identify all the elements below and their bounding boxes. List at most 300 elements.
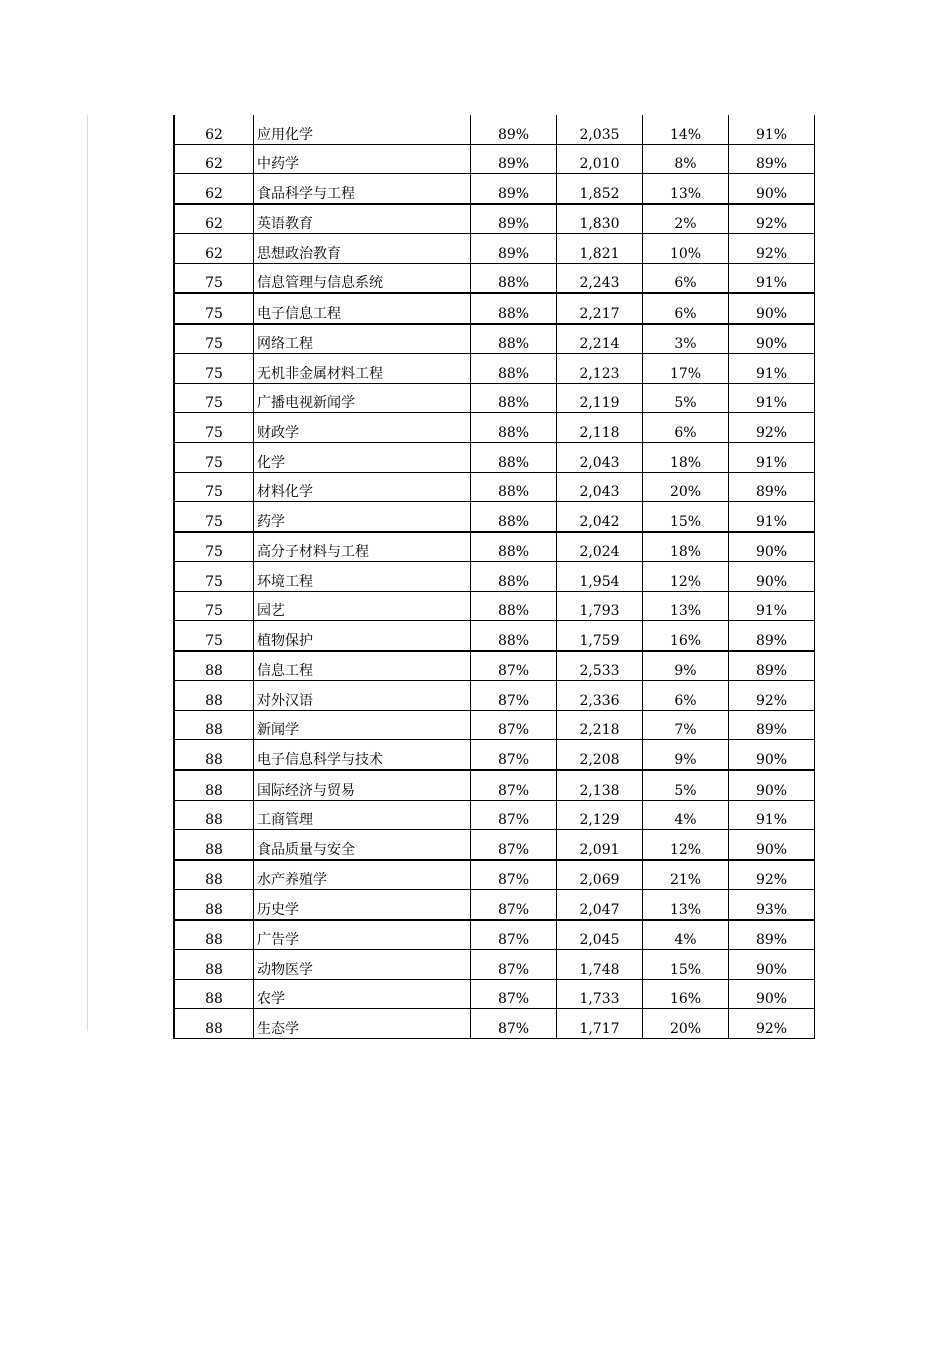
c3-value: 13% <box>669 185 702 202</box>
major-value: 工商管理 <box>257 812 313 829</box>
major-name-cell <box>254 532 471 562</box>
satisfaction-cell <box>729 115 815 144</box>
percent-cell <box>643 1009 729 1039</box>
c3-value: 18% <box>669 454 702 471</box>
rate-cell <box>471 413 557 443</box>
rank-cell <box>174 830 254 860</box>
major-value: 广播电视新闻学 <box>257 395 355 412</box>
c2-value: 1,793 <box>579 603 620 620</box>
c4-value: 91% <box>755 603 788 620</box>
c4-value: 89% <box>755 156 788 173</box>
major-name-cell <box>254 472 471 502</box>
rank-value: 75 <box>205 603 223 620</box>
major-name-cell <box>254 502 471 532</box>
table-row <box>174 293 815 324</box>
percent-cell <box>643 920 729 950</box>
major-value: 网络工程 <box>257 336 313 353</box>
major-name-cell <box>254 354 471 384</box>
rank-cell <box>174 770 254 800</box>
major-value: 化学 <box>257 454 285 471</box>
table-row <box>174 562 815 592</box>
c2-value: 1,733 <box>579 991 620 1008</box>
rank-value: 75 <box>205 513 223 530</box>
rank-value: 88 <box>205 1020 223 1037</box>
rate-cell <box>471 502 557 532</box>
major-name-cell <box>254 681 471 711</box>
percent-cell <box>643 740 729 770</box>
rank-cell <box>174 472 254 502</box>
rank-cell <box>174 144 254 174</box>
major-name-cell <box>254 324 471 354</box>
c1-value: 88% <box>497 484 530 501</box>
rank-cell <box>174 860 254 890</box>
c4-value: 90% <box>755 336 788 353</box>
table-row <box>174 263 815 293</box>
rank-value: 75 <box>205 305 223 322</box>
major-name-cell <box>254 950 471 980</box>
satisfaction-cell <box>729 890 815 920</box>
major-name-cell <box>254 263 471 293</box>
major-value: 动物医学 <box>257 961 313 978</box>
rank-value: 75 <box>205 275 223 292</box>
c4-value: 90% <box>755 961 788 978</box>
c2-value: 1,717 <box>579 1020 620 1037</box>
c1-value: 87% <box>497 722 530 739</box>
page-left-border <box>87 115 88 1031</box>
percent-cell <box>643 502 729 532</box>
table-row <box>174 204 815 234</box>
table-row <box>174 740 815 770</box>
c1-value: 88% <box>497 275 530 292</box>
major-name-cell <box>254 1009 471 1039</box>
rank-cell <box>174 1009 254 1039</box>
table-row <box>174 591 815 621</box>
c3-value: 13% <box>669 901 702 918</box>
major-value: 广告学 <box>257 932 299 949</box>
c1-value: 89% <box>497 126 530 143</box>
c3-value: 6% <box>674 275 697 292</box>
c1-value: 88% <box>497 573 530 590</box>
salary-cell <box>557 621 643 651</box>
percent-cell <box>643 562 729 592</box>
c4-value: 90% <box>755 991 788 1008</box>
table-row <box>174 472 815 502</box>
salary-cell <box>557 562 643 592</box>
rank-cell <box>174 383 254 413</box>
rank-cell <box>174 681 254 711</box>
satisfaction-cell <box>729 830 815 860</box>
table-row <box>174 950 815 980</box>
c2-value: 2,091 <box>579 841 620 858</box>
c3-value: 15% <box>669 961 702 978</box>
satisfaction-cell <box>729 740 815 770</box>
percent-cell <box>643 532 729 562</box>
table-row <box>174 770 815 800</box>
satisfaction-cell <box>729 532 815 562</box>
c4-value: 90% <box>755 841 788 858</box>
satisfaction-cell <box>729 860 815 890</box>
salary-cell <box>557 174 643 204</box>
rate-cell <box>471 324 557 354</box>
salary-cell <box>557 204 643 234</box>
majors-table <box>173 115 815 1039</box>
rank-cell <box>174 234 254 264</box>
rank-cell <box>174 174 254 204</box>
major-name-cell <box>254 740 471 770</box>
c1-value: 87% <box>497 901 530 918</box>
c3-value: 12% <box>669 841 702 858</box>
c1-value: 88% <box>497 425 530 442</box>
rank-value: 62 <box>205 156 223 173</box>
percent-cell <box>643 413 729 443</box>
rank-value: 75 <box>205 632 223 649</box>
percent-cell <box>643 174 729 204</box>
c3-value: 10% <box>669 245 702 262</box>
c3-value: 13% <box>669 603 702 620</box>
satisfaction-cell <box>729 800 815 830</box>
major-value: 应用化学 <box>257 126 313 143</box>
percent-cell <box>643 830 729 860</box>
c3-value: 17% <box>669 365 702 382</box>
c4-value: 91% <box>755 365 788 382</box>
c2-value: 2,042 <box>579 513 620 530</box>
salary-cell <box>557 890 643 920</box>
rank-value: 75 <box>205 544 223 561</box>
c3-value: 9% <box>674 663 697 680</box>
satisfaction-cell <box>729 621 815 651</box>
rank-cell <box>174 710 254 740</box>
rate-cell <box>471 681 557 711</box>
rank-value: 62 <box>205 245 223 262</box>
percent-cell <box>643 383 729 413</box>
salary-cell <box>557 830 643 860</box>
c2-value: 2,214 <box>579 336 620 353</box>
c1-value: 87% <box>497 932 530 949</box>
satisfaction-cell <box>729 502 815 532</box>
satisfaction-cell <box>729 263 815 293</box>
c3-value: 4% <box>674 812 697 829</box>
major-value: 材料化学 <box>257 484 313 501</box>
c3-value: 6% <box>674 305 697 322</box>
percent-cell <box>643 144 729 174</box>
major-value: 中药学 <box>257 156 299 173</box>
major-name-cell <box>254 710 471 740</box>
rate-cell <box>471 263 557 293</box>
major-name-cell <box>254 383 471 413</box>
table-row <box>174 144 815 174</box>
table-row <box>174 174 815 204</box>
rank-cell <box>174 800 254 830</box>
c1-value: 88% <box>497 603 530 620</box>
major-name-cell <box>254 770 471 800</box>
satisfaction-cell <box>729 681 815 711</box>
c1-value: 87% <box>497 841 530 858</box>
rate-cell <box>471 562 557 592</box>
major-value: 无机非金属材料工程 <box>257 365 383 382</box>
satisfaction-cell <box>729 354 815 384</box>
rate-cell <box>471 174 557 204</box>
major-name-cell <box>254 920 471 950</box>
major-name-cell <box>254 621 471 651</box>
satisfaction-cell <box>729 950 815 980</box>
rank-value: 88 <box>205 961 223 978</box>
major-name-cell <box>254 144 471 174</box>
c2-value: 2,118 <box>579 425 620 442</box>
table-row <box>174 532 815 562</box>
rank-value: 75 <box>205 454 223 471</box>
table-row <box>174 860 815 890</box>
major-value: 药学 <box>257 513 285 530</box>
major-value: 农学 <box>257 991 285 1008</box>
major-value: 环境工程 <box>257 573 313 590</box>
c4-value: 90% <box>755 752 788 769</box>
satisfaction-cell <box>729 472 815 502</box>
c2-value: 2,119 <box>579 395 620 412</box>
percent-cell <box>643 204 729 234</box>
c1-value: 87% <box>497 812 530 829</box>
c3-value: 16% <box>669 991 702 1008</box>
c4-value: 90% <box>755 544 788 561</box>
salary-cell <box>557 1009 643 1039</box>
c1-value: 87% <box>497 961 530 978</box>
satisfaction-cell <box>729 174 815 204</box>
percent-cell <box>643 234 729 264</box>
major-value: 食品科学与工程 <box>257 185 355 202</box>
major-value: 高分子材料与工程 <box>257 544 369 561</box>
rate-cell <box>471 830 557 860</box>
satisfaction-cell <box>729 293 815 324</box>
rate-cell <box>471 1009 557 1039</box>
satisfaction-cell <box>729 770 815 800</box>
c1-value: 87% <box>497 752 530 769</box>
c2-value: 2,138 <box>579 782 620 799</box>
c2-value: 2,129 <box>579 812 620 829</box>
c3-value: 15% <box>669 513 702 530</box>
c1-value: 88% <box>497 365 530 382</box>
table-row <box>174 890 815 920</box>
salary-cell <box>557 651 643 681</box>
percent-cell <box>643 591 729 621</box>
rate-cell <box>471 920 557 950</box>
c4-value: 93% <box>755 901 788 918</box>
c1-value: 89% <box>497 216 530 233</box>
salary-cell <box>557 293 643 324</box>
rate-cell <box>471 950 557 980</box>
rate-cell <box>471 591 557 621</box>
c1-value: 87% <box>497 872 530 889</box>
salary-cell <box>557 920 643 950</box>
major-value: 信息管理与信息系统 <box>257 275 383 292</box>
satisfaction-cell <box>729 144 815 174</box>
c4-value: 90% <box>755 185 788 202</box>
rate-cell <box>471 293 557 324</box>
salary-cell <box>557 710 643 740</box>
table-row <box>174 651 815 681</box>
c2-value: 2,069 <box>579 872 620 889</box>
satisfaction-cell <box>729 920 815 950</box>
c1-value: 88% <box>497 336 530 353</box>
satisfaction-cell <box>729 591 815 621</box>
rate-cell <box>471 800 557 830</box>
major-value: 信息工程 <box>257 663 313 680</box>
salary-cell <box>557 443 643 473</box>
rate-cell <box>471 144 557 174</box>
major-name-cell <box>254 115 471 144</box>
rank-value: 88 <box>205 812 223 829</box>
rank-value: 88 <box>205 782 223 799</box>
table-row <box>174 413 815 443</box>
c3-value: 5% <box>674 395 697 412</box>
percent-cell <box>643 293 729 324</box>
major-name-cell <box>254 800 471 830</box>
percent-cell <box>643 681 729 711</box>
c3-value: 4% <box>674 932 697 949</box>
major-name-cell <box>254 890 471 920</box>
percent-cell <box>643 443 729 473</box>
table-row <box>174 354 815 384</box>
c1-value: 87% <box>497 663 530 680</box>
salary-cell <box>557 979 643 1009</box>
satisfaction-cell <box>729 710 815 740</box>
major-value: 电子信息工程 <box>257 305 341 322</box>
major-value: 电子信息科学与技术 <box>257 752 383 769</box>
c1-value: 87% <box>497 782 530 799</box>
table-row <box>174 800 815 830</box>
salary-cell <box>557 472 643 502</box>
rank-value: 88 <box>205 692 223 709</box>
salary-cell <box>557 413 643 443</box>
c1-value: 88% <box>497 513 530 530</box>
c4-value: 89% <box>755 663 788 680</box>
salary-cell <box>557 263 643 293</box>
percent-cell <box>643 710 729 740</box>
percent-cell <box>643 621 729 651</box>
table-row <box>174 979 815 1009</box>
c3-value: 14% <box>669 126 702 143</box>
satisfaction-cell <box>729 383 815 413</box>
major-value: 食品质量与安全 <box>257 841 355 858</box>
rate-cell <box>471 532 557 562</box>
rate-cell <box>471 710 557 740</box>
rank-cell <box>174 979 254 1009</box>
major-value: 水产养殖学 <box>257 872 327 889</box>
major-value: 生态学 <box>257 1020 299 1037</box>
c3-value: 3% <box>674 336 697 353</box>
table-row <box>174 383 815 413</box>
table-row <box>174 681 815 711</box>
rate-cell <box>471 234 557 264</box>
major-name-cell <box>254 830 471 860</box>
rank-cell <box>174 502 254 532</box>
rank-cell <box>174 950 254 980</box>
rate-cell <box>471 890 557 920</box>
c1-value: 87% <box>497 692 530 709</box>
c2-value: 2,336 <box>579 692 620 709</box>
rank-cell <box>174 920 254 950</box>
rank-value: 88 <box>205 752 223 769</box>
rank-cell <box>174 890 254 920</box>
c2-value: 2,024 <box>579 544 620 561</box>
c2-value: 2,043 <box>579 484 620 501</box>
rank-cell <box>174 651 254 681</box>
rank-value: 62 <box>205 185 223 202</box>
table-row <box>174 115 815 144</box>
rate-cell <box>471 860 557 890</box>
satisfaction-cell <box>729 979 815 1009</box>
major-name-cell <box>254 562 471 592</box>
c4-value: 90% <box>755 782 788 799</box>
c2-value: 2,035 <box>579 126 620 143</box>
percent-cell <box>643 979 729 1009</box>
c4-value: 90% <box>755 305 788 322</box>
c1-value: 88% <box>497 632 530 649</box>
rank-cell <box>174 293 254 324</box>
major-name-cell <box>254 443 471 473</box>
rank-cell <box>174 532 254 562</box>
rank-cell <box>174 443 254 473</box>
satisfaction-cell <box>729 1009 815 1039</box>
percent-cell <box>643 651 729 681</box>
c2-value: 2,217 <box>579 305 620 322</box>
c2-value: 2,043 <box>579 454 620 471</box>
major-name-cell <box>254 293 471 324</box>
rate-cell <box>471 354 557 384</box>
table-row <box>174 502 815 532</box>
major-value: 财政学 <box>257 425 299 442</box>
c1-value: 88% <box>497 305 530 322</box>
major-name-cell <box>254 591 471 621</box>
table-row <box>174 710 815 740</box>
rate-cell <box>471 383 557 413</box>
c1-value: 89% <box>497 156 530 173</box>
salary-cell <box>557 354 643 384</box>
rank-value: 62 <box>205 126 223 143</box>
c2-value: 1,954 <box>579 573 620 590</box>
c3-value: 16% <box>669 632 702 649</box>
rate-cell <box>471 979 557 1009</box>
rank-value: 88 <box>205 841 223 858</box>
c2-value: 1,748 <box>579 961 620 978</box>
rank-value: 62 <box>205 216 223 233</box>
rate-cell <box>471 443 557 473</box>
major-name-cell <box>254 413 471 443</box>
percent-cell <box>643 890 729 920</box>
c3-value: 6% <box>674 692 697 709</box>
c3-value: 18% <box>669 544 702 561</box>
table-row <box>174 324 815 354</box>
rate-cell <box>471 621 557 651</box>
major-value: 对外汉语 <box>257 692 313 709</box>
c4-value: 91% <box>755 812 788 829</box>
table-row <box>174 920 815 950</box>
c2-value: 1,830 <box>579 216 620 233</box>
c2-value: 2,047 <box>579 901 620 918</box>
c4-value: 91% <box>755 454 788 471</box>
salary-cell <box>557 770 643 800</box>
c4-value: 92% <box>755 872 788 889</box>
satisfaction-cell <box>729 443 815 473</box>
major-name-cell <box>254 234 471 264</box>
c4-value: 90% <box>755 573 788 590</box>
satisfaction-cell <box>729 324 815 354</box>
c4-value: 89% <box>755 632 788 649</box>
rank-value: 88 <box>205 872 223 889</box>
percent-cell <box>643 950 729 980</box>
salary-cell <box>557 234 643 264</box>
salary-cell <box>557 532 643 562</box>
c1-value: 88% <box>497 544 530 561</box>
salary-cell <box>557 800 643 830</box>
